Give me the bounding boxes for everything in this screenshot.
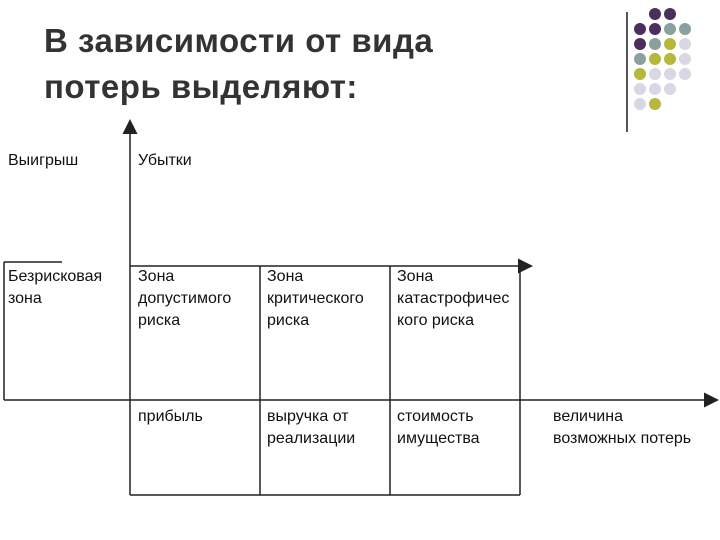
zone-catastrophic-line-3: кого риска bbox=[397, 312, 474, 329]
zone-critical bbox=[267, 266, 364, 332]
bound-profit-line-1: прибыль bbox=[138, 408, 203, 425]
axis-label-losses: Убытки bbox=[138, 152, 192, 169]
zone-riskless bbox=[8, 266, 102, 310]
zone-critical-line-1: Зона bbox=[267, 268, 304, 285]
title-line-1: В зависимости от вида bbox=[44, 22, 434, 59]
bound-property-line-1: стоимость bbox=[397, 408, 474, 425]
bound-property-line-2: имущества bbox=[397, 430, 480, 447]
potential-losses-line-1: величина bbox=[553, 408, 623, 425]
bound-revenue-line-2: реализации bbox=[267, 430, 356, 447]
bound-revenue-line-1: выручка от bbox=[267, 408, 349, 425]
title-line-2: потерь выделяют: bbox=[44, 68, 358, 105]
zone-acceptable-line-3: риска bbox=[138, 312, 181, 329]
bound-revenue bbox=[267, 406, 355, 450]
axis-label-gain: Выигрыш bbox=[8, 152, 79, 169]
zone-riskless-line-2: зона bbox=[8, 290, 42, 307]
zone-catastrophic bbox=[397, 266, 509, 332]
zone-critical-line-2: критического bbox=[267, 290, 364, 307]
zone-acceptable-line-2: допустимого bbox=[138, 290, 232, 307]
bound-property-value bbox=[397, 406, 480, 450]
zone-critical-line-3: риска bbox=[267, 312, 310, 329]
bound-profit bbox=[138, 406, 203, 428]
potential-losses-line-2: возможных потерь bbox=[553, 430, 692, 447]
zone-acceptable bbox=[138, 266, 231, 332]
zone-acceptable-line-1: Зона bbox=[138, 268, 175, 285]
axis-label-potential-losses bbox=[553, 406, 691, 450]
zone-riskless-line-1: Безрисковая bbox=[8, 268, 103, 285]
zone-catastrophic-line-1: Зона bbox=[397, 268, 434, 285]
zone-catastrophic-line-2: катастрофичес bbox=[397, 290, 510, 307]
